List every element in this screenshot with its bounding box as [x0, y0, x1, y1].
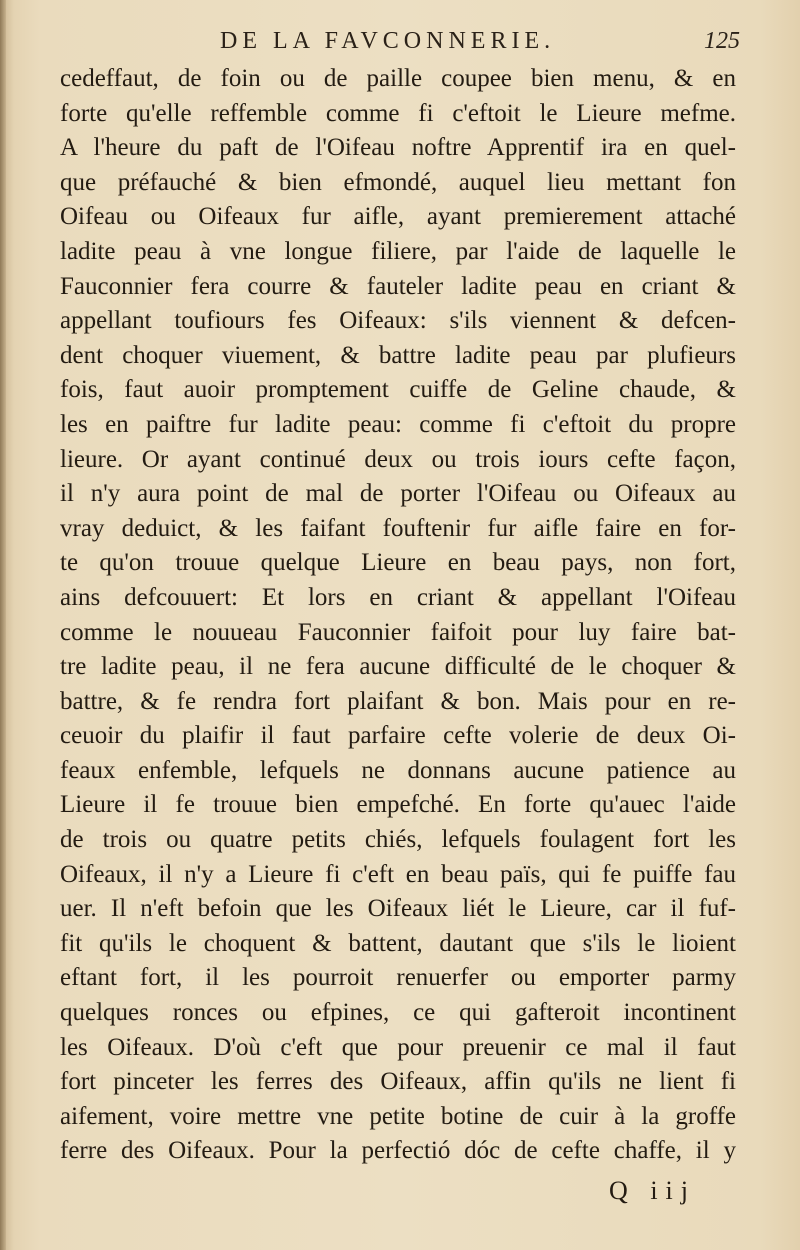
- text-line: lieure. Or ayant continué deux ou trois iours cefte façon,: [60, 445, 736, 473]
- text-line: aifement, voire mettre vne petite botine de cuir à la groffe: [60, 1102, 736, 1130]
- text-line: fort pinceter les ferres des Oifeaux, affin qu'ils ne lient fi: [60, 1068, 736, 1096]
- text-line: les en paiftre fur ladite peau: comme fi c'eftoit du propre: [60, 410, 736, 438]
- text-line: forte qu'elle reffemble comme fi c'eftoit le Lieure mefme.: [60, 99, 736, 127]
- text-line: te qu'on trouue quelque Lieure en beau pays, non fort,: [60, 549, 736, 577]
- running-head: DE LA FAVCONNERIE.: [220, 28, 556, 54]
- text-line: cedeffaut, de foin ou de paille coupee bien menu, & en: [60, 65, 736, 92]
- text-line: comme le nouueau Fauconnier faifoit pour luy faire bat-: [60, 618, 736, 646]
- text-line: les Oifeaux. D'où c'eft que pour preuenir ce mal il faut: [60, 1033, 736, 1061]
- text-line: feaux enfemble, lefquels ne donnans aucune patience au: [60, 756, 736, 784]
- page-header: [60, 28, 740, 58]
- text-line: dent choquer viuement, & battre ladite peau par plufieurs: [60, 341, 736, 369]
- signature-mark: Q iij: [609, 1176, 696, 1205]
- page-gutter: [0, 0, 6, 1250]
- text-line: il n'y aura point de mal de porter l'Oifeau ou Oifeaux au: [60, 480, 736, 508]
- text-line: A l'heure du paft de l'Oifeau noftre Apprentif ira en quel-: [60, 134, 736, 162]
- text-line: quelques ronces ou efpines, ce qui gafteroit incontinent: [60, 999, 736, 1027]
- text-line: Fauconnier fera courre & fauteler ladite peau en criant &: [60, 272, 736, 300]
- text-line: fit qu'ils le choquent & battent, dautant que s'ils le lioient: [60, 929, 736, 957]
- text-line: uer. Il n'eft befoin que les Oifeaux liét le Lieure, car il fuf-: [60, 895, 736, 923]
- text-line: Lieure il fe trouue bien empefché. En forte qu'auec l'aide: [60, 791, 736, 819]
- text-line: eftant fort, il les pourroit renuerfer ou emporter parmy: [60, 964, 736, 992]
- text-line: ferre des Oifeaux. Pour la perfectió dóc de cefte chaffe, il y: [60, 1137, 736, 1165]
- text-line: ladite peau à vne longue filiere, par l'aide de laquelle le: [60, 237, 736, 265]
- text-line: tre ladite peau, il ne fera aucune difficulté de le choquer &: [60, 653, 736, 681]
- text-line: appellant toufiours fes Oifeaux: s'ils viennent & defcen-: [60, 307, 736, 335]
- text-line: fois, faut auoir promptement cuiffe de Geline chaude, &: [60, 376, 736, 404]
- page-number: 125: [704, 28, 740, 54]
- text-line: ains defcouuert: Et lors en criant & appellant l'Oifeau: [60, 583, 736, 611]
- text-line: Oifeau ou Oifeaux fur aifle, ayant premierement attaché: [60, 203, 736, 231]
- text-line: Oifeaux, il n'y a Lieure fi c'eft en beau païs, qui fe puiffe fau: [60, 860, 736, 888]
- page-footer: [60, 1176, 736, 1212]
- text-line: que préfauché & bien efmondé, auquel lieu mettant fon: [60, 168, 736, 196]
- body-text: [60, 62, 736, 1169]
- text-line: de trois ou quatre petits chiés, lefquels foulagent fort les: [60, 826, 736, 854]
- text-line: battre, & fe rendra fort plaifant & bon. Mais pour en re-: [60, 687, 736, 715]
- text-line: ceuoir du plaifir il faut parfaire cefte volerie de deux Oi-: [60, 722, 736, 750]
- text-line: vray deduict, & les faifant fouftenir fur aifle faire en for-: [60, 514, 736, 542]
